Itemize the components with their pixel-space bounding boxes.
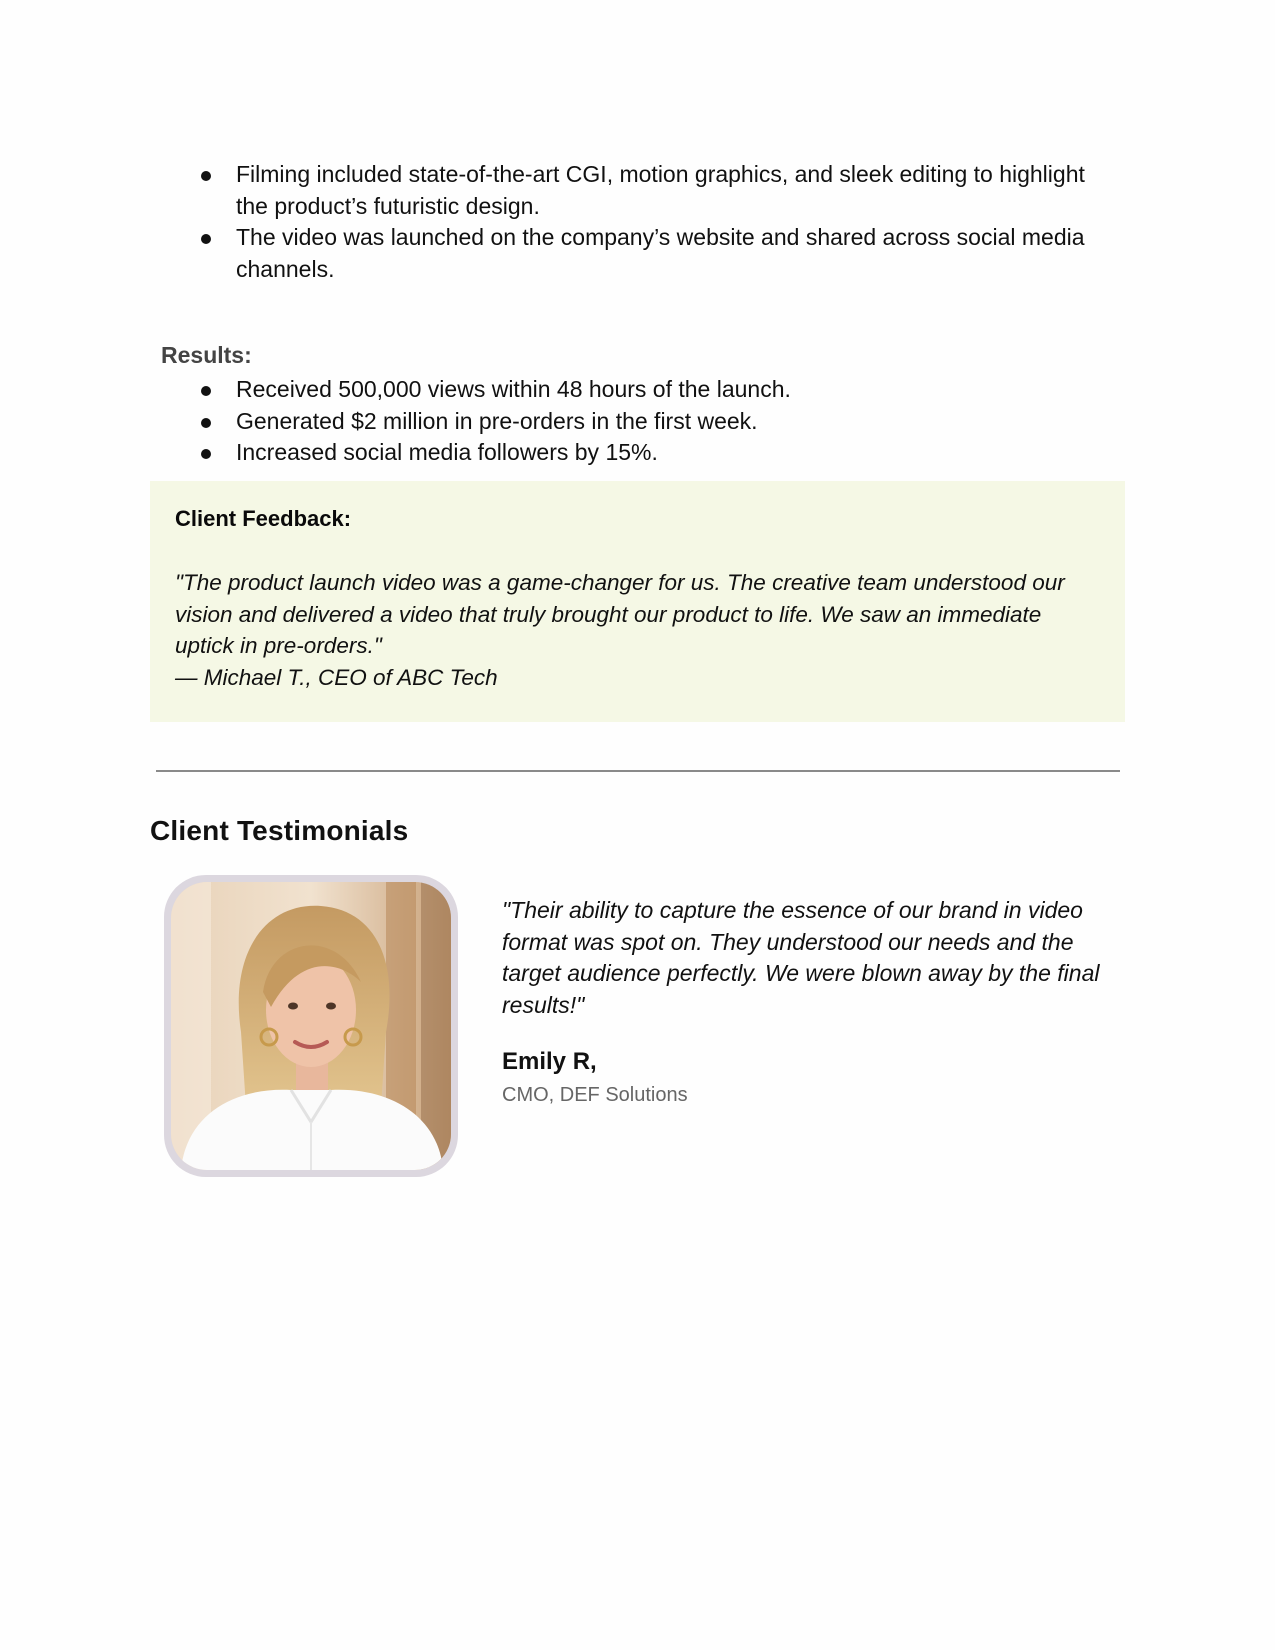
- list-item: Received 500,000 views within 48 hours of the launch.: [151, 374, 1091, 406]
- testimonial-name: Emily R,: [502, 1048, 597, 1075]
- results-bullet-list: [151, 374, 1091, 469]
- testimonial-quote: "Their ability to capture the essence of our brand in video format was spot on. They understood our needs and the target audience perfectly. We were blown away by the final results!": [502, 897, 1100, 1018]
- results-heading: Results:: [161, 342, 252, 368]
- testimonials-heading: Client Testimonials: [150, 815, 409, 846]
- client-feedback-box: [150, 481, 1125, 722]
- list-item: Filming included state-of-the-art CGI, motion graphics, and sleek editing to highlight the product’s futuristic design.: [151, 159, 1091, 222]
- list-item: Generated $2 million in pre-orders in the first week.: [151, 406, 1091, 438]
- client-feedback-quote: "The product launch video was a game-changer for us. The creative team understood our vision and delivered a video that truly brought our product to life. We saw an immediate uptick in pre-orders.": [175, 570, 1065, 658]
- testimonial-avatar-frame: [164, 875, 458, 1177]
- client-feedback-heading: Client Feedback:: [175, 506, 352, 531]
- testimonial-role: CMO, DEF Solutions: [502, 1084, 688, 1106]
- production-bullet-list: [151, 159, 1091, 285]
- avatar: [171, 882, 451, 1170]
- client-feedback-quote-block: [175, 567, 1075, 693]
- client-feedback-attribution: — Michael T., CEO of ABC Tech: [175, 664, 498, 690]
- list-item: Increased social media followers by 15%.: [151, 437, 1091, 469]
- list-item: The video was launched on the company’s website and shared across social media channels.: [151, 222, 1091, 285]
- section-divider: [156, 770, 1120, 772]
